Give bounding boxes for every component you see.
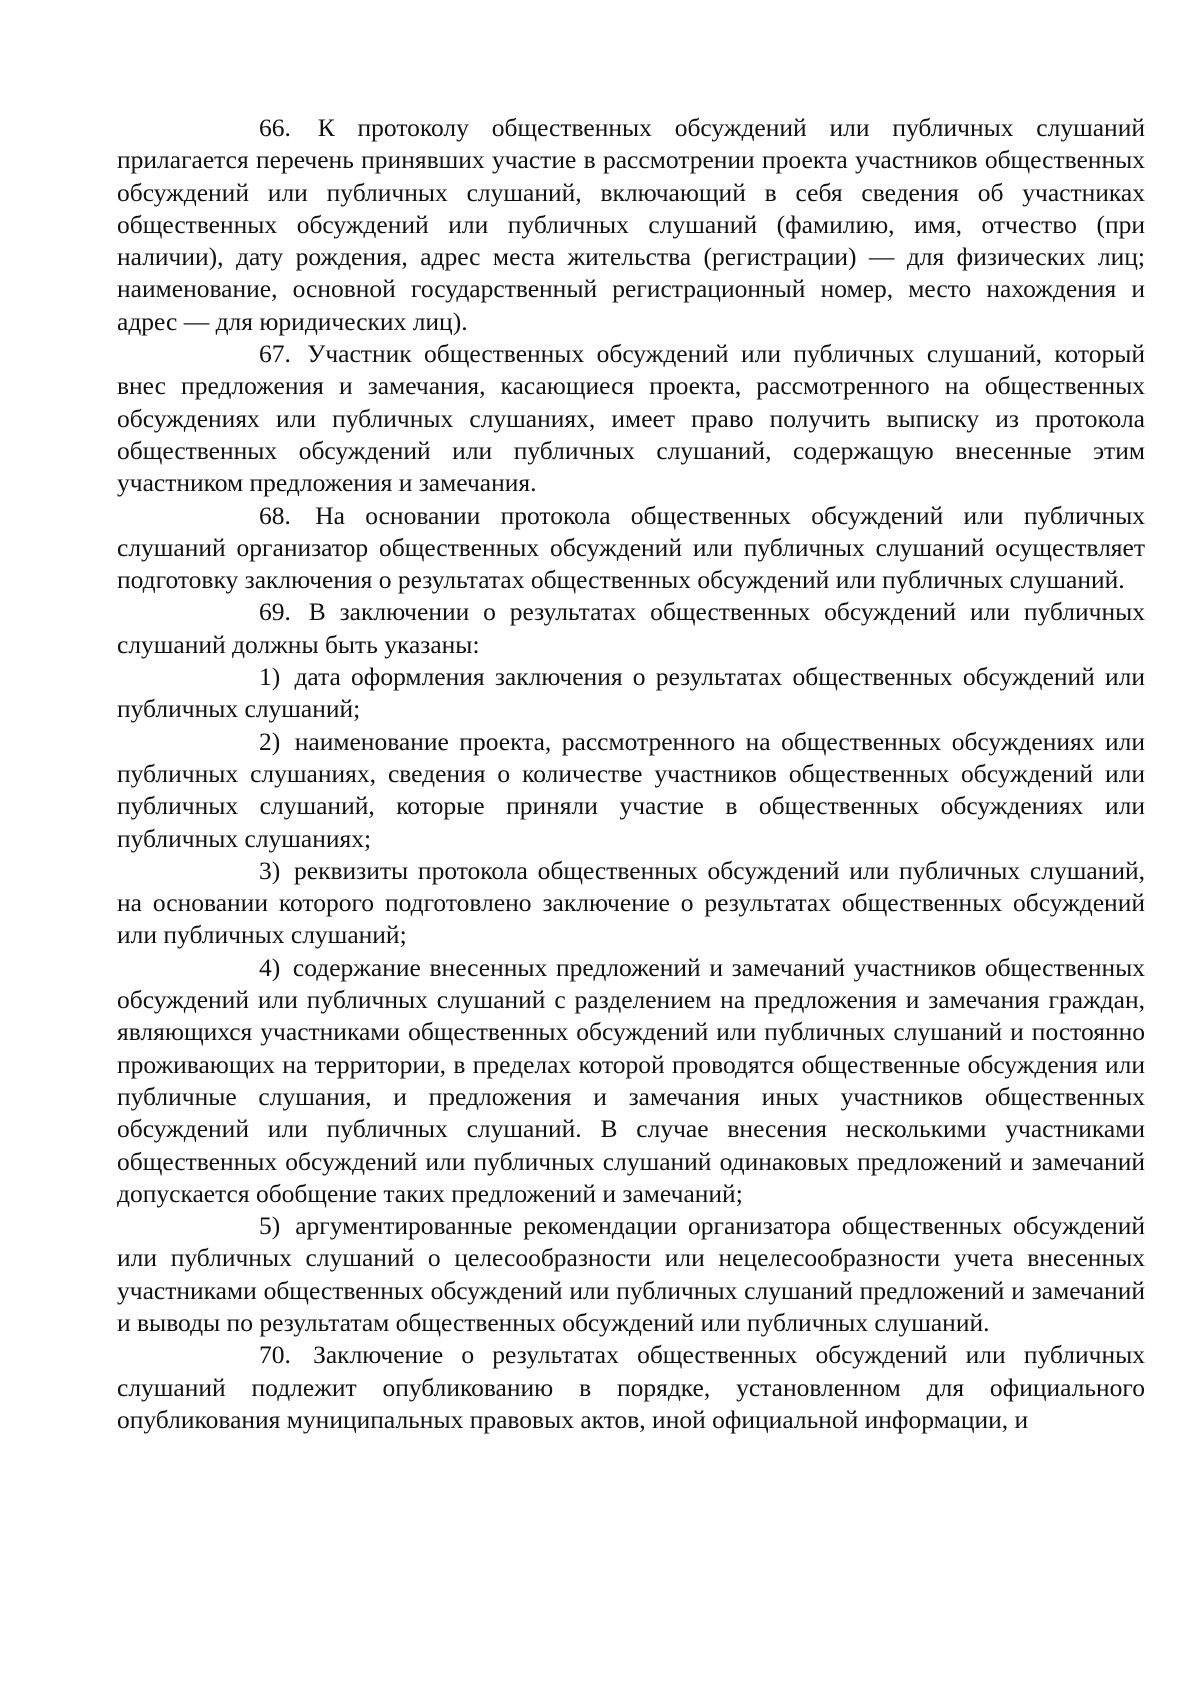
paragraph-text: К протоколу общественных обсуждений или публичных слушаний прилагается перечень принявших участие в рассмотрении проекта участников общественных обсуждений или публичных слушаний, включающий в себя сведения об участниках общественных обсуждений или публичных слушаний (фамилию, имя, отчество (при наличии), дату рождения, адрес места жительства (регистрации) — для физических лиц; наименование, основной государственный регистрационный номер, место нахождения и адрес — для юридических лиц). [117, 113, 1145, 336]
list-item-number: 3) [259, 855, 281, 885]
paragraph-69 [117, 596, 1145, 661]
paragraph-66 [117, 112, 1145, 338]
list-item-number: 2) [259, 726, 281, 756]
paragraph-number: 66. [259, 113, 291, 142]
paragraph-70 [117, 1339, 1145, 1436]
list-item-number: 4) [259, 952, 281, 982]
paragraph-text: Участник общественных обсуждений или публичных слушаний, который внес предложения и замечания, касающиеся проекта, рассмотренного на общественных обсуждениях или публичных слушаниях, имеет право получить выписку из протокола общественных обсуждений или публичных слушаний, содержащую внесенные этим участником предложения и замечания. [117, 339, 1145, 498]
list-item-text: реквизиты протокола общественных обсуждений или публичных слушаний, на основании которого подготовлено заключение о результатах общественных обсуждений или публичных слушаний; [117, 855, 1145, 950]
paragraph-text: В заключении о результатах общественных обсуждений или публичных слушаний должны быть указаны: [117, 597, 1145, 659]
list-item-number: 5) [259, 1211, 281, 1241]
paragraph-number: 67. [259, 339, 291, 369]
list-item-text: наименование проекта, рассмотренного на общественных обсуждениях или публичных слушаниях, сведения о количестве участников общественных обсуждений или публичных слушаний, которые приняли участие в общественных обсуждениях или публичных слушаниях; [117, 726, 1145, 853]
paragraph-68 [117, 500, 1145, 597]
list-item-text: аргументированные рекомендации организатора общественных обсуждений или публичных слушаний о целесообразности или нецелесообразности учета внесенных участниками общественных обсуждений или публичных слушаний предложений и замечаний и выводы по результатам общественных обсуждений или публичных слушаний. [117, 1211, 1145, 1337]
list-item-1 [117, 661, 1145, 726]
paragraph-67 [117, 338, 1145, 499]
list-item-text: дата оформления заключения о результатах общественных обсуждений или публичных слушаний; [117, 662, 1145, 724]
document-page [117, 112, 1145, 1436]
list-item-number: 1) [259, 662, 281, 692]
list-item-4 [117, 952, 1145, 1210]
paragraph-text: На основании протокола общественных обсуждений или публичных слушаний организатор общественных обсуждений или публичных слушаний осуществляет подготовку заключения о результатах общественных обсуждений или публичных слушаний. [117, 500, 1145, 595]
paragraph-text: Заключение о результатах общественных обсуждений или публичных слушаний подлежит опубликованию в порядке, установленном для официального опубликования муниципальных правовых актов, иной официальной информации, и [117, 1340, 1145, 1434]
paragraph-number: 69. [259, 597, 291, 627]
list-item-text: содержание внесенных предложений и замечаний участников общественных обсуждений или публичных слушаний с разделением на предложения и замечания граждан, являющихся участниками общественных обсуждений или публичных слушаний и постоянно проживающих на территории, в пределах которой проводятся общественные обсуждения или публичные слушания, и предложения и замечания иных участников общественных обсуждений или публичных слушаний. В случае внесения несколькими участниками общественных обсуждений или публичных слушаний одинаковых предложений и замечаний допускается обобщение таких предложений и замечаний; [117, 952, 1145, 1208]
list-item-2 [117, 726, 1145, 855]
paragraph-number: 70. [259, 1340, 291, 1370]
list-item-3 [117, 855, 1145, 952]
paragraph-number: 68. [259, 500, 291, 530]
list-item-5 [117, 1210, 1145, 1339]
